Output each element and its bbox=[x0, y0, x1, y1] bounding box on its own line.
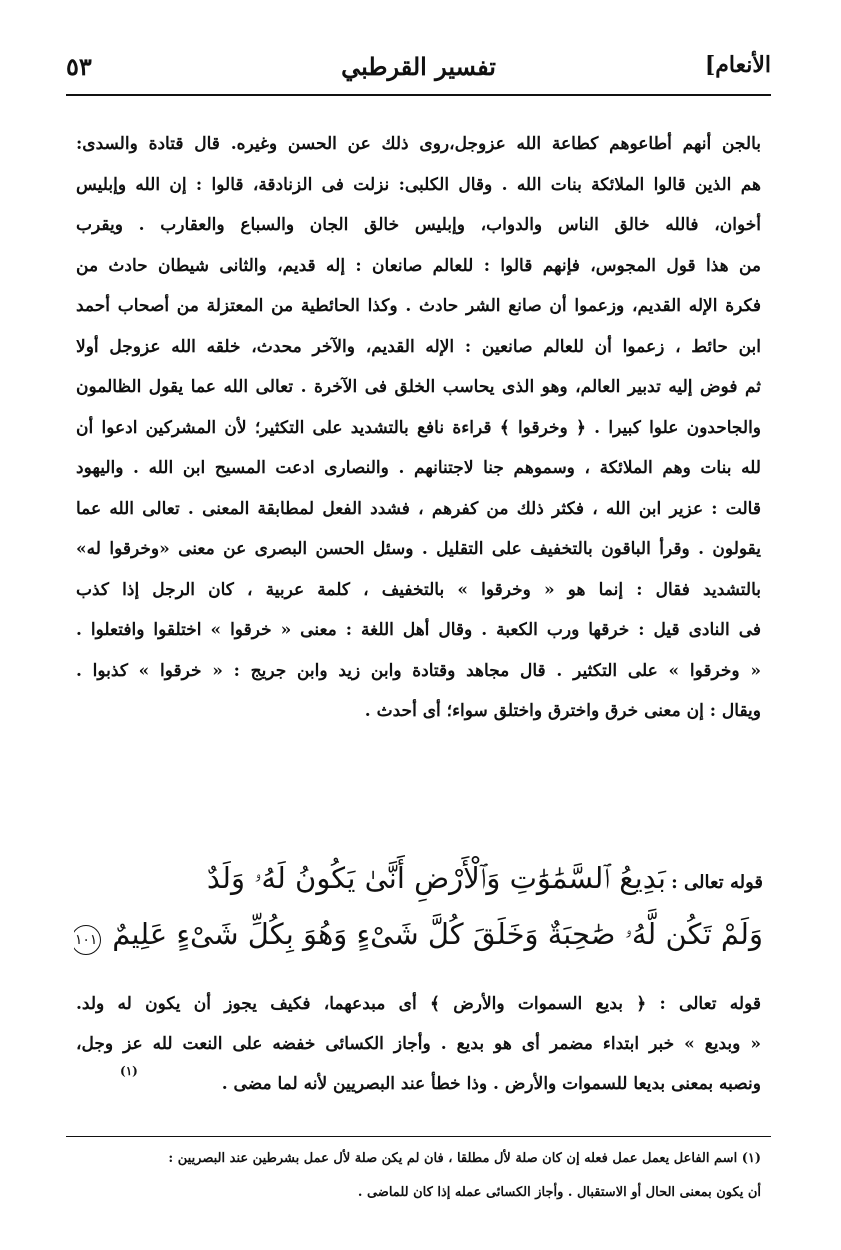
verse-number-marker: ١٠١ bbox=[74, 925, 101, 955]
text-line: أخوان، فالله خالق الناس والدواب، وإبليس خالق الجان والسباع والعقارب . ويقرب bbox=[76, 215, 761, 235]
running-header bbox=[66, 48, 771, 92]
text-line: ثم فوض إليه تدبير العالم، وهو الذى يحاسب الخلق فى الآخرة . تعالى الله عما يقول الظالمون bbox=[76, 377, 761, 397]
footnote bbox=[76, 1142, 761, 1210]
footnote-line: أن يكون بمعنى الحال أو الاستقبال . وأجاز الكسائى عمله إذا كان للماضى . bbox=[357, 1185, 761, 1200]
text-line: من هذا قول المجوس، فإنهم قالوا : للعالم صانعان : إله قديم، والثانى شيطان حادث من bbox=[76, 255, 761, 276]
main-text bbox=[76, 124, 761, 732]
header-rule bbox=[66, 94, 771, 96]
text-line: قالت : عزير ابن الله ، فكثر ذلك من كفرهم ، فشدد الفعل لمطابقة المعنى . تعالى الله عما bbox=[76, 498, 761, 519]
text-line: ابن حائط ، زعموا أن للعالم صانعين : الإله القديم، والآخر محدث، خلقه الله عزوجل أولا bbox=[76, 336, 761, 357]
page-number: ٥٣ bbox=[66, 52, 92, 81]
text-line: فى النادى قيل : خرقها ورب الكعبة . وقال أهل اللغة : معنى « خرقوا » اختلقوا وافتعلوا . bbox=[76, 620, 761, 640]
text-line: بالجن أنهم أطاعوهم كطاعة الله عزوجل،روى ذلك عن الحسن وغيره. قال قتادة والسدى: bbox=[76, 134, 761, 154]
verse-intro: قوله تعالى : bbox=[671, 872, 763, 893]
verse-line-2 bbox=[74, 906, 763, 962]
footnote-rule bbox=[66, 1136, 771, 1137]
verse-text-2: وَلَمْ تَكُن لَّهُۥ صَٰحِبَةٌ وَخَلَقَ كُلَّ شَىْءٍ وَهُوَ بِكُلِّ شَىْءٍ عَلِيمٌ bbox=[112, 917, 763, 951]
text-line: لله بنات وهم الملائكة ، وسموهم جنا لاجتنانهم . والنصارى ادعت المسيح ابن الله . واليهود bbox=[76, 458, 761, 478]
text-line: يقولون . وقرأ الباقون بالتخفيف على التقليل . وسئل الحسن البصرى عن معنى «وخرقوا له» bbox=[76, 539, 761, 559]
commentary-line: ونصبه بمعنى بديعا للسموات والأرض . وذا خطأ عند البصريين لأنه لما مضى . bbox=[221, 1074, 761, 1094]
commentary-line: قوله تعالى : ﴿ بديع السموات والأرض ﴾ أى مبدعهما، فكيف يجوز أن يكون له ولد. bbox=[76, 994, 761, 1014]
text-line: فكرة الإله القديم، وزعموا أن صانع الشر حادث . وكذا الحائطية من المعتزلة من أصحاب أحمد bbox=[76, 296, 761, 316]
footnote-reference: (١) bbox=[120, 1064, 138, 1078]
quran-verse bbox=[74, 850, 763, 962]
commentary-line: « وبديع » خبر ابتداء مضمر أى هو بديع . وأجاز الكسائى خفضه على النعت لله عز وجل، bbox=[76, 1034, 761, 1054]
text-line: « وخرقوا » على التكثير . قال مجاهد وقتادة وابن زيد وابن جريج : « خرقوا » كذبوا . bbox=[76, 660, 761, 681]
text-line: والجاحدون علوا كبيرا . ﴿ وخرقوا ﴾ قراءة نافع بالتشديد على التكثير؛ لأن المشركين ادعوا أن bbox=[76, 417, 761, 438]
verse-text-1: بَدِيعُ ٱلسَّمَٰوَٰتِ وَٱلْأَرْضِ أَنَّىٰ يَكُونُ لَهُۥ وَلَدٌ bbox=[206, 861, 667, 895]
surah-name: الأنعام] bbox=[704, 52, 771, 78]
text-line: هم الذين قالوا الملائكة بنات الله . وقال الكلبى: نزلت فى الزنادقة، قالوا : إن الله وإبليس bbox=[76, 174, 761, 195]
verse-commentary bbox=[76, 984, 761, 1104]
verse-line-1 bbox=[74, 850, 763, 906]
text-line: بالتشديد فقال : إنما هو « وخرقوا » بالتخفيف ، كلمة عربية ، كان الرجل إذا كذب bbox=[76, 579, 761, 600]
text-line: ويقال : إن معنى خرق واخترق واختلق سواء؛ أى أحدث . bbox=[364, 701, 761, 721]
footnote-line: (١) اسم الفاعل يعمل عمل فعله إن كان صلة لأل مطلقا ، فان لم يكن صلة لأل عمل بشرطين عند البصريين : bbox=[168, 1151, 761, 1166]
book-title: تفسير القرطبي bbox=[341, 52, 496, 81]
